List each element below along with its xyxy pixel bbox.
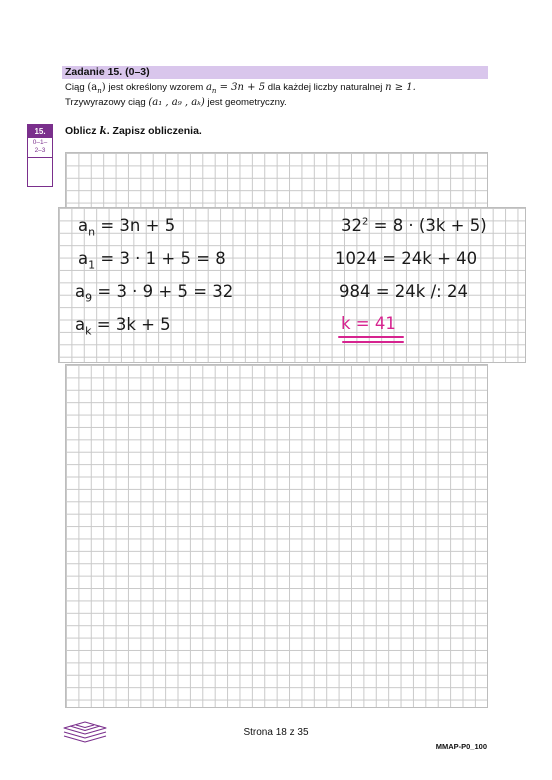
geometric-sequence: (a₁ , a₉ , aₖ)	[148, 97, 205, 108]
task-text: dla każdej liczby naturalnej	[267, 82, 383, 93]
task-number: 15.	[28, 125, 52, 138]
hw-line-expanded: 1024 = 24k + 40	[335, 249, 478, 268]
hw-line-a1: $a_1 = 3 \cdot 1 + 5 = 8$	[78, 249, 226, 272]
answer-grid-bottom	[65, 364, 488, 708]
hw-line-an: $a_n = 3n + 5$	[78, 216, 176, 239]
hw-line-divide: 984 = 24k /: 24	[339, 282, 468, 301]
task-title: Zadanie 15. (0–3)	[65, 66, 150, 78]
sequence-symbol: $(a_n)$	[87, 82, 106, 95]
task-text: Ciąg	[65, 82, 85, 93]
score-box	[27, 124, 53, 187]
task-text: jest określony wzorem	[108, 82, 204, 93]
task-description-line-1	[65, 82, 416, 97]
task-text: Trzywyrazowy ciąg	[65, 97, 146, 108]
score-points: 0–1– 2–3	[32, 139, 48, 154]
hw-line-a9: $a_9 = 3 \cdot 9 + 5 = 32$	[75, 282, 234, 305]
hw-line-ak: $a_k = 3k + 5$	[75, 315, 171, 338]
answer-underline	[338, 336, 404, 338]
task-header	[62, 66, 488, 79]
condition: n ≥ 1.	[385, 82, 416, 93]
instruction: Oblicz k. Zapisz obliczenia.	[65, 125, 202, 137]
task-description-line-2	[65, 97, 287, 109]
page-number: Strona 18 z 35	[243, 727, 309, 738]
answer-underline	[342, 341, 404, 343]
answer-grid-top	[65, 152, 488, 208]
exam-code: MMAP-P0_100	[435, 742, 487, 751]
formula: $a_n = 3n + 5$	[205, 82, 266, 95]
hw-answer: k = 41	[341, 314, 396, 333]
hw-line-equation: $32^2 = 8 \cdot (3k + 5)$	[341, 216, 487, 235]
task-text: jest geometryczny.	[207, 97, 287, 108]
score-divider	[28, 157, 52, 158]
